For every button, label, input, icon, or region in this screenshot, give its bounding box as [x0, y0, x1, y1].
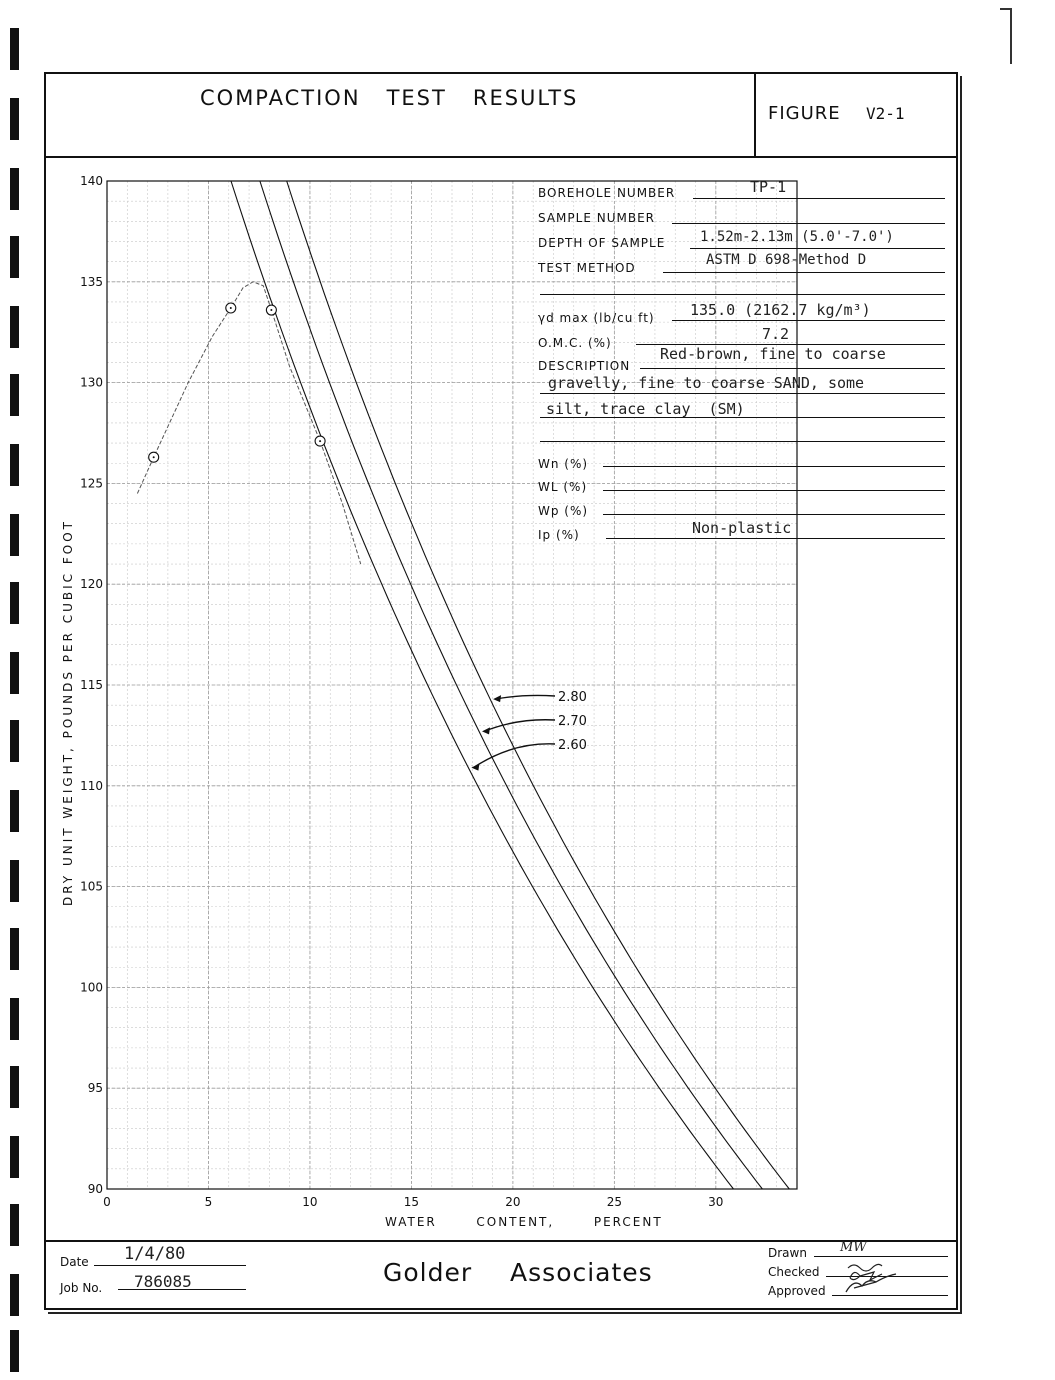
borehole-label: BOREHOLE NUMBER	[538, 186, 676, 200]
x-tick-label: 30	[708, 1195, 724, 1209]
borehole-line	[693, 198, 945, 199]
date-line	[94, 1265, 246, 1266]
zav-arrowhead	[493, 695, 501, 702]
zav-arrowhead	[482, 727, 490, 734]
method-value: ASTM D 698-Method D	[706, 252, 867, 268]
wp-line	[603, 514, 945, 515]
compaction-point-center	[153, 456, 155, 458]
y-tick-label: 120	[80, 577, 103, 592]
y-tick-label: 105	[80, 879, 103, 894]
description-label: DESCRIPTION	[538, 359, 631, 373]
y-tick-label: 125	[80, 476, 103, 491]
borehole-value: TP-1	[750, 178, 787, 196]
zav-label: 2.70	[558, 714, 587, 729]
x-tick-label: 25	[606, 1195, 622, 1209]
sample-line	[672, 223, 945, 224]
wl-label: WL (%)	[538, 480, 588, 494]
y-tick-label: 110	[80, 778, 103, 793]
x-axis-label: WATER CONTENT, PERCENT	[385, 1215, 663, 1229]
x-tick-label: 0	[103, 1195, 111, 1209]
description-line2: gravelly, fine to coarse SAND, some	[548, 374, 865, 392]
figure-number: V2-1	[866, 104, 905, 123]
zav-label: 2.60	[558, 738, 587, 753]
checked-label: Checked	[768, 1265, 820, 1279]
sheet-title: COMPACTION TEST RESULTS	[200, 86, 579, 110]
x-tick-label: 5	[204, 1195, 213, 1209]
compaction-point-center	[319, 440, 321, 442]
x-tick-label: 15	[403, 1195, 420, 1209]
y-tick-label: 140	[80, 174, 103, 188]
method-line	[663, 272, 945, 273]
wn-line	[603, 466, 945, 467]
job-value: 786085	[134, 1272, 192, 1291]
ip-value: Non-plastic	[692, 519, 792, 537]
compaction-point-center	[230, 307, 232, 309]
x-tick-label: 10	[302, 1195, 318, 1209]
gamma-value: 135.0 (2162.7 kg/m³)	[690, 301, 871, 319]
date-label: Date	[60, 1255, 89, 1269]
wl-line	[603, 490, 945, 491]
description-line3: silt, trace clay (SM)	[546, 400, 745, 418]
wn-label: Wn (%)	[538, 457, 589, 471]
x-tick-label: 20	[505, 1195, 521, 1209]
omc-value: 7.2	[762, 325, 790, 343]
y-axis-label: DRY UNIT WEIGHT, POUNDS PER CUBIC FOOT	[61, 519, 75, 906]
job-label: Job No.	[60, 1281, 103, 1295]
approved-label: Approved	[768, 1284, 826, 1298]
description-line1: Red-brown, fine to coarse	[660, 345, 886, 363]
depth-line	[690, 248, 945, 249]
omc-label: O.M.C. (%)	[538, 336, 612, 350]
spacer-line-2	[540, 441, 945, 442]
y-tick-label: 130	[80, 375, 103, 390]
wp-label: Wp (%)	[538, 504, 589, 518]
figure-label: FIGURE	[768, 103, 841, 124]
y-tick-label: 100	[80, 980, 103, 995]
signature-scribble	[830, 1256, 910, 1298]
y-tick-label: 90	[87, 1182, 103, 1196]
depth-value: 1.52m-2.13m (5.0'-7.0')	[700, 229, 894, 245]
y-tick-label: 95	[87, 1081, 103, 1096]
gamma-line	[672, 320, 945, 321]
sample-label: SAMPLE NUMBER	[538, 211, 655, 225]
y-tick-label: 115	[80, 678, 103, 692]
y-tick-label: 135	[80, 274, 103, 289]
depth-label: DEPTH OF SAMPLE	[538, 236, 666, 250]
compaction-point-center	[270, 309, 272, 311]
company-name: Golder Associates	[383, 1258, 653, 1287]
description-line-2	[540, 393, 945, 394]
description-line-1	[640, 368, 945, 369]
drawn-value: MW	[840, 1240, 867, 1255]
ip-line	[606, 538, 945, 539]
method-label: TEST METHOD	[538, 261, 636, 275]
drawn-label: Drawn	[768, 1246, 807, 1260]
date-value: 1/4/80	[124, 1244, 186, 1264]
zav-leader	[495, 695, 555, 699]
gamma-label: γd max (lb/cu ft)	[538, 311, 655, 325]
spacer-line-1	[540, 294, 945, 295]
ip-label: Ip (%)	[538, 528, 580, 542]
zav-label: 2.80	[558, 690, 587, 705]
